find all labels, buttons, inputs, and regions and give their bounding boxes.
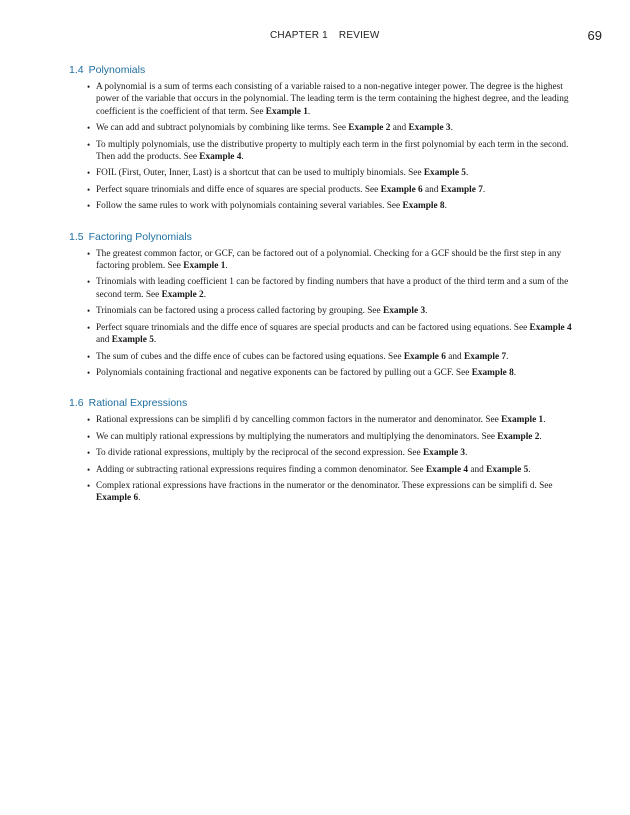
bullet-list bbox=[69, 414, 581, 504]
running-head bbox=[0, 30, 630, 48]
example-reference: Example 5 bbox=[486, 464, 529, 475]
end-punct: . bbox=[539, 431, 542, 442]
list-item bbox=[69, 184, 581, 196]
bullet-list bbox=[69, 248, 581, 380]
example-reference: Example 8 bbox=[471, 367, 514, 378]
list-item bbox=[69, 431, 581, 443]
bullet-icon: • bbox=[87, 351, 91, 362]
end-punct: . bbox=[543, 415, 546, 426]
example-reference: Example 2 bbox=[497, 431, 540, 442]
ref-joiner: and bbox=[445, 351, 464, 362]
list-item bbox=[69, 276, 581, 301]
end-punct: . bbox=[465, 168, 469, 179]
example-reference: Example 5 bbox=[423, 168, 466, 179]
item-text: The greatest common factor, or GCF, can be factored out of a polynomial. Checking for a GCF should be the first step in any factoring problem. See bbox=[96, 248, 562, 272]
end-punct: . bbox=[450, 123, 453, 134]
end-punct: . bbox=[444, 201, 447, 212]
list-item bbox=[69, 81, 581, 118]
end-punct: . bbox=[506, 351, 509, 362]
end-punct: . bbox=[528, 464, 531, 475]
item-text: Perfect square trinomials and the diffe ence of squares are special products and can be factored using equations. See bbox=[96, 322, 530, 333]
end-punct: . bbox=[138, 493, 141, 504]
bullet-icon: • bbox=[87, 123, 91, 134]
bullet-list bbox=[69, 81, 581, 213]
section-number: 1.4 bbox=[69, 64, 84, 76]
section-number: 1.5 bbox=[69, 230, 84, 243]
item-text: Rational expressions can be simplifi d by cancelling common factors in the numerator and denominator. See bbox=[96, 415, 502, 426]
item-text: To multiply polynomials, use the distributive property to multiply each term in the first polynomial by each term in the second. Then add the products. See bbox=[96, 139, 569, 163]
example-reference: Example 7 bbox=[464, 351, 507, 362]
item-text: Adding or subtracting rational expressions requires finding a common denominator. See bbox=[96, 464, 426, 475]
bullet-icon: • bbox=[87, 168, 91, 179]
example-reference: Example 3 bbox=[383, 306, 426, 317]
list-item bbox=[69, 122, 581, 134]
bullet-icon: • bbox=[87, 201, 91, 212]
example-reference: Example 6 bbox=[96, 493, 139, 504]
bullet-icon: • bbox=[87, 184, 91, 195]
ref-joiner: and bbox=[468, 464, 487, 475]
end-punct: . bbox=[465, 448, 468, 459]
list-item bbox=[69, 414, 581, 426]
bullet-icon: • bbox=[87, 480, 91, 491]
item-text: Perfect square trinomials and diffe ence of squares are special products. See bbox=[96, 184, 381, 195]
end-punct: . bbox=[307, 106, 311, 117]
ref-joiner: and bbox=[422, 184, 441, 195]
list-item bbox=[69, 322, 581, 347]
example-reference: Example 6 bbox=[403, 351, 446, 362]
end-punct: . bbox=[482, 184, 486, 195]
example-reference: Example 4 bbox=[425, 464, 469, 475]
example-reference: Example 1 bbox=[265, 106, 308, 117]
bullet-icon: • bbox=[87, 464, 91, 475]
item-text: Polynomials containing fractional and negative exponents can be factored by pulling out a GCF. See bbox=[96, 367, 472, 378]
chapter-title: REVIEW bbox=[338, 30, 380, 41]
list-item bbox=[69, 167, 581, 179]
item-text: The sum of cubes and the diffe ence of cubes can be factored using equations. See bbox=[96, 351, 404, 362]
item-text: To divide rational expressions, multiply by the reciprocal of the second expression. See bbox=[96, 448, 423, 459]
bullet-icon: • bbox=[87, 415, 91, 426]
example-reference: Example 3 bbox=[422, 448, 466, 459]
item-text: Complex rational expressions have fractions in the numerator or the denominator. These expressions can be simplifi d. See bbox=[96, 480, 553, 491]
list-item bbox=[69, 480, 581, 505]
review-section bbox=[69, 397, 581, 504]
ref-joiner: and bbox=[96, 335, 112, 346]
bullet-icon: • bbox=[87, 248, 91, 259]
example-reference: Example 2 bbox=[348, 123, 391, 134]
item-text: Follow the same rules to work with polynomials containing several variables. See bbox=[96, 201, 403, 212]
example-reference: Example 4 bbox=[529, 322, 572, 333]
section-heading bbox=[69, 64, 581, 76]
example-reference: Example 3 bbox=[408, 123, 451, 134]
bullet-icon: • bbox=[87, 139, 91, 150]
section-heading bbox=[69, 231, 581, 243]
bullet-icon: • bbox=[87, 367, 91, 378]
list-item bbox=[69, 305, 581, 317]
example-reference: Example 6 bbox=[380, 184, 423, 195]
review-section bbox=[69, 64, 581, 213]
section-heading bbox=[69, 397, 581, 409]
item-text: We can add and subtract polynomials by combining like terms. See bbox=[96, 123, 349, 134]
chapter-number: CHAPTER 1 bbox=[270, 30, 328, 41]
bullet-icon: • bbox=[87, 431, 91, 442]
item-text: A polynomial is a sum of terms each consisting of a variable raised to a non-negative integer power. The degree is the highest power of the variable that occurs in the polynomial. The leading term is the term containing the highest degree, and the leading coefficient is the coefficient of that term. See bbox=[96, 82, 569, 117]
bullet-icon: • bbox=[87, 277, 91, 288]
example-reference: Example 4 bbox=[199, 152, 242, 163]
list-item bbox=[69, 248, 581, 273]
item-text: FOIL (First, Outer, Inner, Last) is a shortcut that can be used to multiply binomials. See bbox=[96, 168, 424, 179]
end-punct: . bbox=[513, 367, 517, 378]
example-reference: Example 1 bbox=[501, 415, 544, 426]
bullet-icon: • bbox=[87, 82, 91, 92]
list-item bbox=[69, 367, 581, 379]
item-text: Trinomials can be factored using a process called factoring by grouping. See bbox=[96, 306, 384, 317]
example-reference: Example 1 bbox=[183, 261, 226, 272]
page-number: 69 bbox=[587, 28, 602, 43]
example-reference: Example 8 bbox=[402, 201, 445, 212]
list-item bbox=[69, 464, 581, 476]
list-item bbox=[69, 447, 581, 459]
list-item bbox=[69, 200, 581, 212]
chapter-review-content bbox=[69, 64, 581, 523]
chapter-label bbox=[270, 30, 380, 41]
ref-joiner: and bbox=[390, 123, 409, 134]
example-reference: Example 5 bbox=[111, 335, 154, 346]
list-item bbox=[69, 139, 581, 164]
section-title: Factoring Polynomials bbox=[88, 230, 192, 243]
example-reference: Example 7 bbox=[440, 184, 483, 195]
end-punct: . bbox=[153, 335, 157, 346]
end-punct: . bbox=[241, 152, 244, 163]
section-number: 1.6 bbox=[69, 397, 84, 410]
end-punct: . bbox=[203, 289, 207, 300]
bullet-icon: • bbox=[87, 306, 91, 317]
bullet-icon: • bbox=[87, 448, 91, 459]
list-item bbox=[69, 351, 581, 363]
section-title: Polynomials bbox=[88, 64, 146, 76]
section-title: Rational Expressions bbox=[88, 397, 188, 410]
item-text: We can multiply rational expressions by multiplying the numerators and multiplying the denominators. See bbox=[96, 431, 498, 442]
item-text: Trinomials with leading coefficient 1 can be factored by finding numbers that have a product of the third term and a sum of the second term. See bbox=[96, 277, 569, 300]
review-section bbox=[69, 231, 581, 380]
end-punct: . bbox=[425, 306, 428, 317]
example-reference: Example 2 bbox=[161, 289, 204, 300]
bullet-icon: • bbox=[87, 322, 91, 333]
end-punct: . bbox=[225, 261, 228, 272]
